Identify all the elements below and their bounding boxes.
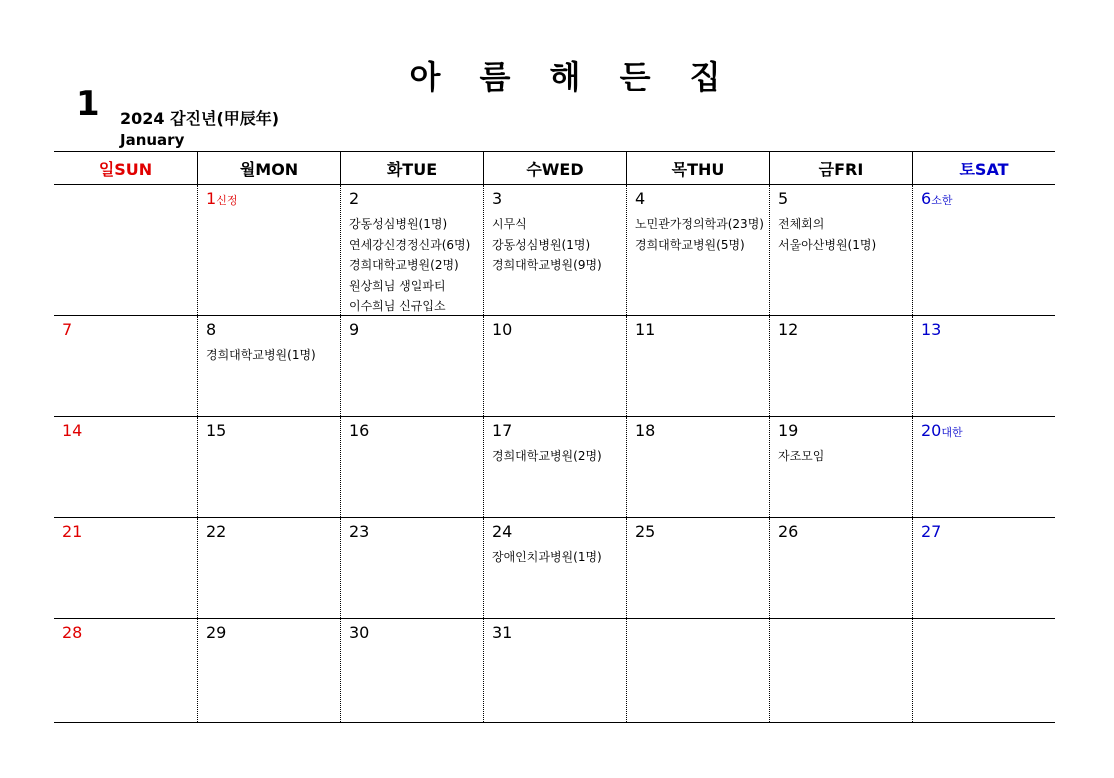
day-number: 18 <box>635 421 656 440</box>
day-number-line <box>635 189 769 210</box>
day-number: 12 <box>778 320 799 339</box>
day-number: 8 <box>206 320 217 339</box>
event-item: 경희대학교병원(2명) <box>349 258 459 272</box>
calendar-day-cell[interactable] <box>769 518 912 618</box>
calendar-day-cell[interactable] <box>626 417 769 517</box>
event-list <box>349 214 483 315</box>
calendar-day-cell[interactable] <box>54 185 197 315</box>
day-number-line <box>62 623 197 644</box>
day-number-line <box>778 421 912 442</box>
day-number: 14 <box>62 421 83 440</box>
day-number-line <box>635 421 769 442</box>
calendar-day-cell[interactable] <box>340 518 483 618</box>
day-number: 27 <box>921 522 942 541</box>
weekday-monday: 월MON <box>197 152 340 184</box>
event-item: 이수희님 신규입소 <box>349 299 446 313</box>
calendar-day-cell[interactable] <box>54 518 197 618</box>
day-number-line <box>492 320 626 341</box>
calendar-day-cell[interactable] <box>912 417 1055 517</box>
event-item: 원상희님 생일파티 <box>349 278 446 293</box>
event-item: 강동성심병원(1명) <box>492 237 591 252</box>
day-number-line <box>635 320 769 341</box>
calendar-week-row <box>54 518 1055 619</box>
day-number: 31 <box>492 623 513 642</box>
day-number-line <box>206 320 340 341</box>
day-number-line <box>921 623 1055 644</box>
calendar-day-cell[interactable] <box>340 417 483 517</box>
day-number-line <box>492 522 626 543</box>
weekday-wednesday: 수WED <box>483 152 626 184</box>
day-number-line <box>492 623 626 644</box>
calendar-day-cell[interactable] <box>769 185 912 315</box>
calendar-day-cell[interactable] <box>626 185 769 315</box>
calendar-day-cell[interactable] <box>626 316 769 416</box>
year-label: 2024 갑진년(甲辰年) <box>120 109 280 128</box>
day-number: 28 <box>62 623 83 642</box>
day-number-line <box>206 522 340 543</box>
page-title: 아 름 해 든 집 <box>409 58 735 96</box>
month-name: January <box>120 131 185 149</box>
day-number: 10 <box>492 320 513 339</box>
weekday-thursday: 목THU <box>626 152 769 184</box>
calendar-day-cell[interactable] <box>54 417 197 517</box>
day-number: 9 <box>349 320 360 339</box>
day-number-line <box>778 189 912 210</box>
day-number-line <box>349 189 483 210</box>
calendar-day-cell[interactable] <box>54 316 197 416</box>
calendar-day-cell[interactable] <box>197 417 340 517</box>
day-number: 3 <box>492 189 503 208</box>
calendar-day-cell[interactable] <box>483 619 626 722</box>
event-item: 서울아산병원(1명) <box>778 237 877 252</box>
calendar-day-cell[interactable] <box>340 316 483 416</box>
event-list <box>492 214 626 276</box>
holiday-note: 소한 <box>931 194 953 207</box>
event-item: 경희대학교병원(9명) <box>492 258 602 272</box>
event-list <box>635 214 769 255</box>
day-number: 17 <box>492 421 513 440</box>
day-number-line <box>635 522 769 543</box>
event-list <box>206 345 340 366</box>
day-number: 24 <box>492 522 513 541</box>
calendar-week-row <box>54 316 1055 417</box>
event-item: 경희대학교병원(5명) <box>635 237 745 252</box>
calendar-day-cell[interactable] <box>912 518 1055 618</box>
weekday-sunday: 일SUN <box>98 159 153 179</box>
event-item: 자조모임 <box>778 449 825 463</box>
day-number: 20 <box>921 421 942 440</box>
calendar-day-cell[interactable] <box>197 316 340 416</box>
calendar-day-cell[interactable] <box>340 185 483 315</box>
calendar-weeks <box>54 185 1055 723</box>
event-item: 경희대학교병원(1명) <box>206 348 316 362</box>
calendar-day-cell[interactable] <box>54 619 197 722</box>
calendar-day-cell[interactable] <box>769 417 912 517</box>
day-number-line <box>206 189 340 210</box>
calendar-day-cell[interactable] <box>340 619 483 722</box>
event-item: 노민관가정의학과(23명) <box>635 217 764 231</box>
calendar-day-cell[interactable] <box>626 619 769 722</box>
weekday-saturday: 토SAT <box>912 152 1055 184</box>
day-number: 4 <box>635 189 646 208</box>
day-number: 11 <box>635 320 656 339</box>
day-number-line <box>349 522 483 543</box>
day-number-line <box>921 320 1055 341</box>
day-number-line <box>62 522 197 543</box>
event-item: 장애인치과병원(1명) <box>492 550 602 564</box>
day-number: 21 <box>62 522 83 541</box>
day-number: 15 <box>206 421 227 440</box>
event-list <box>778 214 912 255</box>
event-item: 전체회의 <box>778 217 825 231</box>
day-number: 5 <box>778 189 789 208</box>
event-list <box>492 547 626 568</box>
event-item: 연세강신경정신과(6명) <box>349 237 471 252</box>
calendar-day-cell[interactable] <box>483 316 626 416</box>
calendar-day-cell[interactable] <box>912 619 1055 722</box>
weekday-header <box>54 151 1055 185</box>
event-item: 강동성심병원(1명) <box>349 217 448 231</box>
holiday-note: 신정 <box>216 194 238 207</box>
day-number-line <box>921 421 1055 442</box>
day-number-line <box>778 320 912 341</box>
day-number: 25 <box>635 522 656 541</box>
calendar-day-cell[interactable] <box>769 316 912 416</box>
calendar-week-row <box>54 417 1055 518</box>
day-number-line <box>62 189 197 210</box>
day-number-line <box>62 421 197 442</box>
calendar-day-cell[interactable] <box>912 185 1055 315</box>
calendar-day-cell[interactable] <box>626 518 769 618</box>
day-number-line <box>206 623 340 644</box>
event-list <box>492 446 626 467</box>
weekday-tuesday: 화TUE <box>340 152 483 184</box>
holiday-note: 대한 <box>941 426 963 439</box>
day-number-line <box>206 421 340 442</box>
day-number: 22 <box>206 522 227 541</box>
event-list <box>778 446 912 467</box>
day-number-line <box>349 421 483 442</box>
calendar-day-cell[interactable] <box>769 619 912 722</box>
day-number-line <box>349 623 483 644</box>
day-number: 1 <box>206 189 217 208</box>
day-number: 29 <box>206 623 227 642</box>
event-item: 시무식 <box>492 217 527 231</box>
day-number-line <box>635 623 769 644</box>
day-number: 19 <box>778 421 799 440</box>
day-number: 30 <box>349 623 370 642</box>
day-number: 2 <box>349 189 360 208</box>
calendar-day-cell[interactable] <box>483 417 626 517</box>
day-number-line <box>778 623 912 644</box>
day-number-line <box>921 189 1055 210</box>
calendar-week-row <box>54 619 1055 723</box>
day-number: 16 <box>349 421 370 440</box>
day-number-line <box>778 522 912 543</box>
day-number: 13 <box>921 320 942 339</box>
day-number-line <box>492 189 626 210</box>
calendar-grid <box>54 151 1055 719</box>
calendar-day-cell[interactable] <box>197 619 340 722</box>
event-item: 경희대학교병원(2명) <box>492 449 602 463</box>
day-number-line <box>349 320 483 341</box>
calendar-day-cell[interactable] <box>197 518 340 618</box>
day-number-line <box>492 421 626 442</box>
calendar-day-cell[interactable] <box>912 316 1055 416</box>
day-number: 7 <box>62 320 73 339</box>
day-number-line <box>921 522 1055 543</box>
calendar-week-row <box>54 185 1055 316</box>
calendar-day-cell[interactable] <box>483 518 626 618</box>
month-number: 1 <box>76 84 100 124</box>
day-number: 26 <box>778 522 799 541</box>
day-number-line <box>62 320 197 341</box>
day-number: 23 <box>349 522 370 541</box>
calendar-day-cell[interactable] <box>197 185 340 315</box>
weekday-friday: 금FRI <box>769 152 912 184</box>
calendar-day-cell[interactable] <box>483 185 626 315</box>
day-number: 6 <box>921 189 932 208</box>
